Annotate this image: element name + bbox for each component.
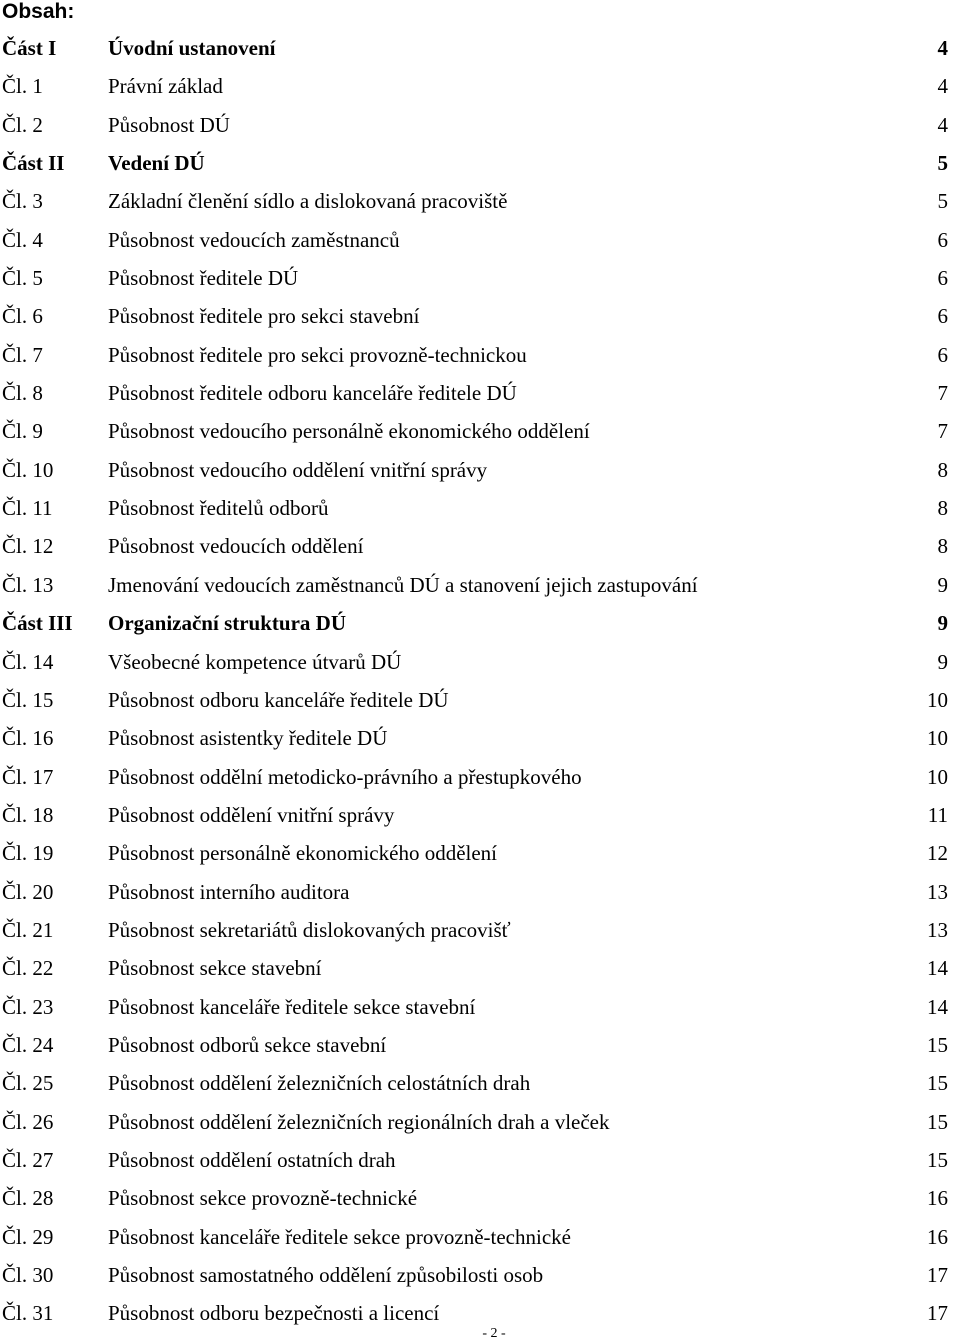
toc-entry-title: Všeobecné kompetence útvarů DÚ [108,649,402,674]
toc-entry-title: Působnost ředitele odboru kanceláře ředitele DÚ [108,381,517,406]
toc-entry-title: Působnost ředitele pro sekci stavební [108,304,420,329]
toc-entry-title: Organizační struktura DÚ [108,611,346,636]
toc-entry-page: 17 [927,1301,948,1326]
toc-entry-number: Čl. 21 [2,917,54,942]
toc-article-row [0,412,960,450]
toc-entry-page: 4 [937,74,948,99]
toc-entry-title: Působnost samostatného oddělení způsobilosti osob [108,1263,544,1287]
toc-entry-number: Část III [2,611,73,636]
toc-entry-number: Čl. 17 [2,764,54,789]
toc-entry-page: 5 [937,189,948,214]
toc-entry-number: Čl. 1 [2,74,43,99]
toc-entry-title: Působnost sekretariátů dislokovaných pracovišť [108,917,511,942]
toc-entry-number: Část I [2,36,57,60]
toc-entry-title: Působnost kanceláře ředitele sekce provozně-technické [108,1224,571,1249]
toc-entry-title: Působnost sekce provozně-technické [108,1186,418,1211]
toc-entry-page: 9 [937,649,948,674]
toc-entry-number: Čl. 25 [2,1071,54,1096]
toc-entry-title: Působnost oddělení vnitřní správy [108,802,395,827]
toc-article-row [0,1141,960,1179]
toc-entry-number: Čl. 27 [2,1147,54,1172]
toc-entry-page: 14 [927,994,948,1019]
toc-entry-page: 15 [927,1071,948,1096]
toc-entry-title: Působnost asistentky ředitele DÚ [108,726,388,751]
toc-article-row [0,182,960,220]
toc-entry-title: Působnost ředitele DÚ [108,266,299,291]
toc-entry-title: Působnost ředitele pro sekci provozně-technickou [108,342,527,367]
toc-entry-page: 6 [937,266,948,291]
toc-entry-number: Čl. 3 [2,189,43,214]
toc-entry-number: Čl. 8 [2,381,43,406]
toc-entry-title: Působnost DÚ [108,112,230,137]
page-number: - 2 - [482,1326,506,1341]
toc-entry-number: Čl. 2 [2,112,43,137]
toc-entry-page: 11 [927,802,948,827]
toc-article-row [0,911,960,949]
toc-article-row [0,1256,960,1294]
toc-entry-number: Čl. 5 [2,266,43,291]
toc-article-row [0,67,960,105]
toc-part-row [0,604,960,642]
toc-entry-number: Čl. 13 [2,572,54,597]
toc-entry-title: Působnost vedoucího personálně ekonomického oddělení [108,419,590,444]
toc-entry-title: Působnost vedoucích zaměstnanců [108,227,400,252]
toc-entry-title: Působnost ředitelů odborů [108,496,329,521]
toc-entry-page: 8 [937,496,948,521]
toc-entry-number: Čl. 14 [2,649,54,674]
toc-heading: Obsah: [2,0,75,23]
toc-entry-number: Čl. 6 [2,304,43,329]
toc-entry-number: Čl. 10 [2,457,54,482]
toc-entry-page: 6 [937,227,948,252]
toc-article-row [0,374,960,412]
toc-article-row [0,681,960,719]
toc-article-row [0,796,960,834]
toc-entry-title: Vedení DÚ [108,151,205,176]
toc-entry-number: Čl. 11 [2,496,53,521]
toc-entry-page: 5 [937,151,948,176]
toc-entry-title: Působnost odboru bezpečnosti a licencí [108,1301,440,1326]
toc-entry-title: Působnost interního auditora [108,879,350,904]
toc-entry-number: Část II [2,151,65,176]
toc-entry-number: Čl. 20 [2,879,54,904]
toc-entry-title: Působnost oddělení železničních regionálních drah a vleček [108,1109,610,1134]
toc-entry-title: Úvodní ustanovení [108,36,276,60]
toc-entry-title: Působnost odboru kanceláře ředitele DÚ [108,687,449,712]
toc-entry-number: Čl. 4 [2,227,43,252]
toc-entry-number: Čl. 16 [2,726,54,751]
toc-entry-number: Čl. 23 [2,994,54,1019]
toc-article-row [0,834,960,872]
toc-entry-page: 7 [937,419,948,444]
toc-article-row [0,719,960,757]
toc-article-row [0,297,960,335]
toc-article-row [0,259,960,297]
toc-entry-title: Působnost oddělení ostatních drah [108,1147,396,1172]
toc-entry-number: Čl. 7 [2,342,43,367]
toc-entry-page: 15 [927,1109,948,1134]
toc-entry-page: 17 [927,1263,948,1287]
toc-entry-number: Čl. 30 [2,1263,54,1287]
toc-article-row [0,988,960,1026]
toc-article-row [0,949,960,987]
toc-article-row [0,1103,960,1141]
toc-entry-page: 13 [927,879,948,904]
toc-entry-page: 16 [927,1186,948,1211]
toc-entry-page: 15 [927,1147,948,1172]
toc-article-row [0,643,960,681]
toc-entry-number: Čl. 9 [2,419,43,444]
toc-entry-title: Jmenování vedoucích zaměstnanců DÚ a stanovení jejich zastupování [108,572,698,597]
toc-part-row [0,144,960,182]
toc-entry-title: Působnost vedoucího oddělení vnitřní správy [108,457,488,482]
toc-entry-page: 6 [937,304,948,329]
toc-entry-number: Čl. 29 [2,1224,54,1249]
toc-entry-number: Čl. 31 [2,1301,54,1326]
toc-entry-number: Čl. 24 [2,1032,54,1057]
toc-article-row [0,758,960,796]
toc-entry-page: 14 [927,956,948,981]
toc-entry-page: 10 [927,764,948,789]
toc-entry-number: Čl. 12 [2,534,54,559]
toc-part-row [0,29,960,67]
toc-entry-title: Působnost vedoucích oddělení [108,534,364,559]
toc-entry-page: 8 [937,534,948,559]
toc-entry-title: Právní základ [108,74,223,99]
toc-entry-page: 13 [927,917,948,942]
toc-article-row [0,1026,960,1064]
toc-entry-number: Čl. 22 [2,956,54,981]
toc-entry-page: 4 [937,36,948,60]
toc-entry-page: 8 [937,457,948,482]
toc-article-row [0,527,960,565]
toc-entry-title: Působnost personálně ekonomického oddělení [108,841,498,866]
toc-entry-page: 15 [927,1032,948,1057]
toc-entry-number: Čl. 15 [2,687,54,712]
toc-article-row [0,1064,960,1102]
toc-entry-page: 9 [937,572,948,597]
toc-entry-title: Působnost kanceláře ředitele sekce stavební [108,994,476,1019]
toc-entry-page: 6 [937,342,948,367]
toc-entry-title: Působnost odborů sekce stavební [108,1032,387,1057]
toc-entry-page: 12 [927,841,948,866]
table-of-contents [0,29,960,1333]
toc-entry-page: 9 [937,611,948,636]
toc-entry-number: Čl. 18 [2,802,54,827]
toc-article-row [0,489,960,527]
toc-entry-page: 4 [937,112,948,137]
toc-entry-page: 10 [927,726,948,751]
toc-article-row [0,221,960,259]
toc-article-row [0,873,960,911]
toc-entry-page: 10 [927,687,948,712]
toc-article-row [0,451,960,489]
toc-entry-number: Čl. 26 [2,1109,54,1134]
toc-entry-page: 16 [927,1224,948,1249]
toc-entry-number: Čl. 28 [2,1186,54,1211]
toc-entry-title: Působnost sekce stavební [108,956,322,981]
toc-article-row [0,1218,960,1256]
toc-entry-title: Působnost oddělní metodicko-právního a přestupkového [108,764,582,789]
toc-article-row [0,106,960,144]
toc-entry-title: Základní členění sídlo a dislokovaná pracoviště [108,189,508,214]
toc-entry-title: Působnost oddělení železničních celostátních drah [108,1071,531,1096]
toc-article-row [0,566,960,604]
toc-article-row [0,1179,960,1217]
toc-entry-number: Čl. 19 [2,841,54,866]
toc-entry-page: 7 [937,381,948,406]
toc-article-row [0,336,960,374]
